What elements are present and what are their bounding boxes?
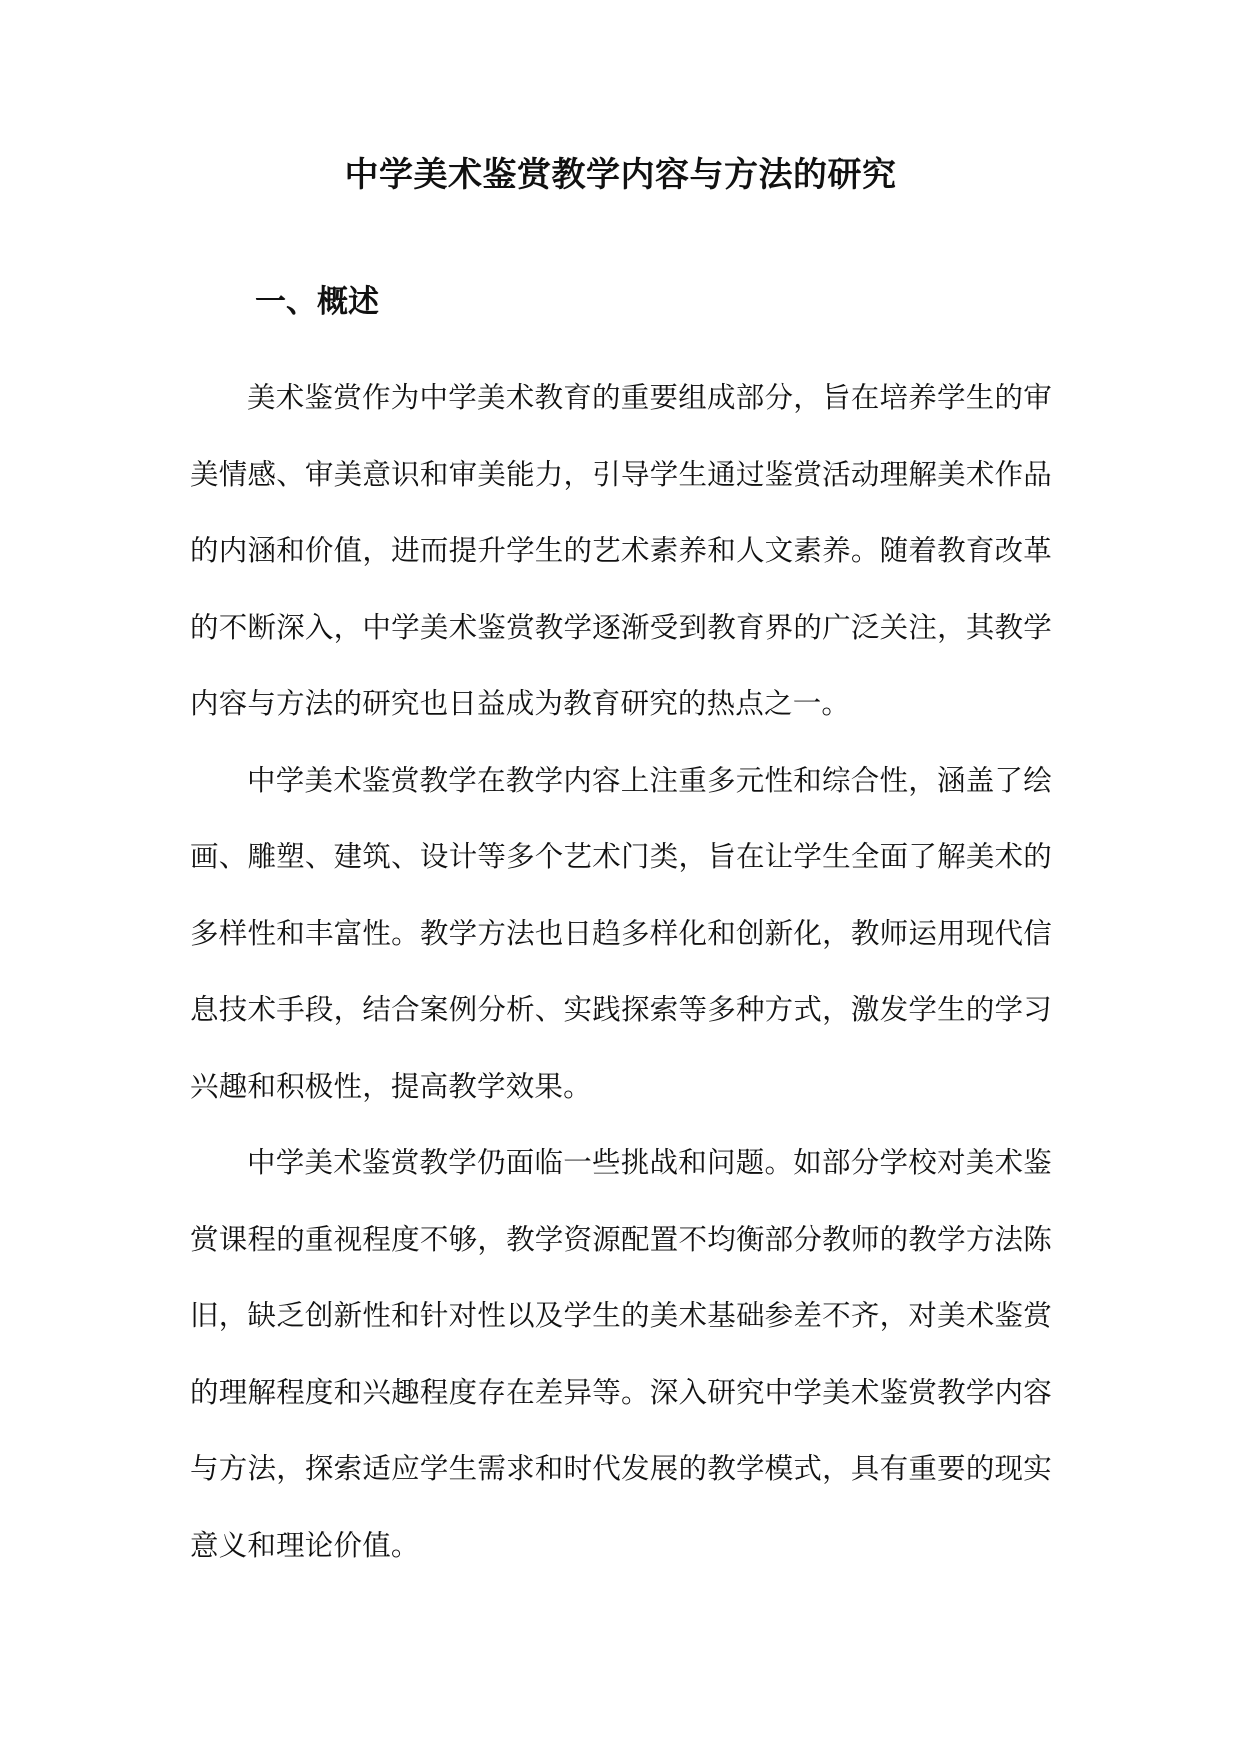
document-body	[190, 360, 1052, 1584]
section-heading: 一、概述	[255, 284, 379, 320]
paragraph: 中学美术鉴赏教学仍面临一些挑战和问题。如部分学校对美术鉴赏课程的重视程度不够，教学资源配置不均衡部分教师的教学方法陈旧，缺乏创新性和针对性以及学生的美术基础参差不齐，对美术鉴赏的理解程度和兴趣程度存在差异等。深入研究中学美术鉴赏教学内容与方法，探索适应学生需求和时代发展的教学模式，具有重要的现实意义和理论价值。	[190, 1146, 1052, 1562]
document-title: 中学美术鉴赏教学内容与方法的研究	[344, 155, 897, 195]
paragraph: 美术鉴赏作为中学美术教育的重要组成部分，旨在培养学生的审美情感、审美意识和审美能力，引导学生通过鉴赏活动理解美术作品的内涵和价值，进而提升学生的艺术素养和人文素养。随着教育改革的不断深入，中学美术鉴赏教学逐渐受到教育界的广泛关注，其教学内容与方法的研究也日益成为教育研究的热点之一。	[190, 381, 1052, 720]
paragraph: 中学美术鉴赏教学在教学内容上注重多元性和综合性，涵盖了绘画、雕塑、建筑、设计等多个艺术门类，旨在让学生全面了解美术的多样性和丰富性。教学方法也日趋多样化和创新化，教师运用现代信息技术手段，结合案例分析、实践探索等多种方式，激发学生的学习兴趣和积极性，提高教学效果。	[190, 763, 1052, 1103]
